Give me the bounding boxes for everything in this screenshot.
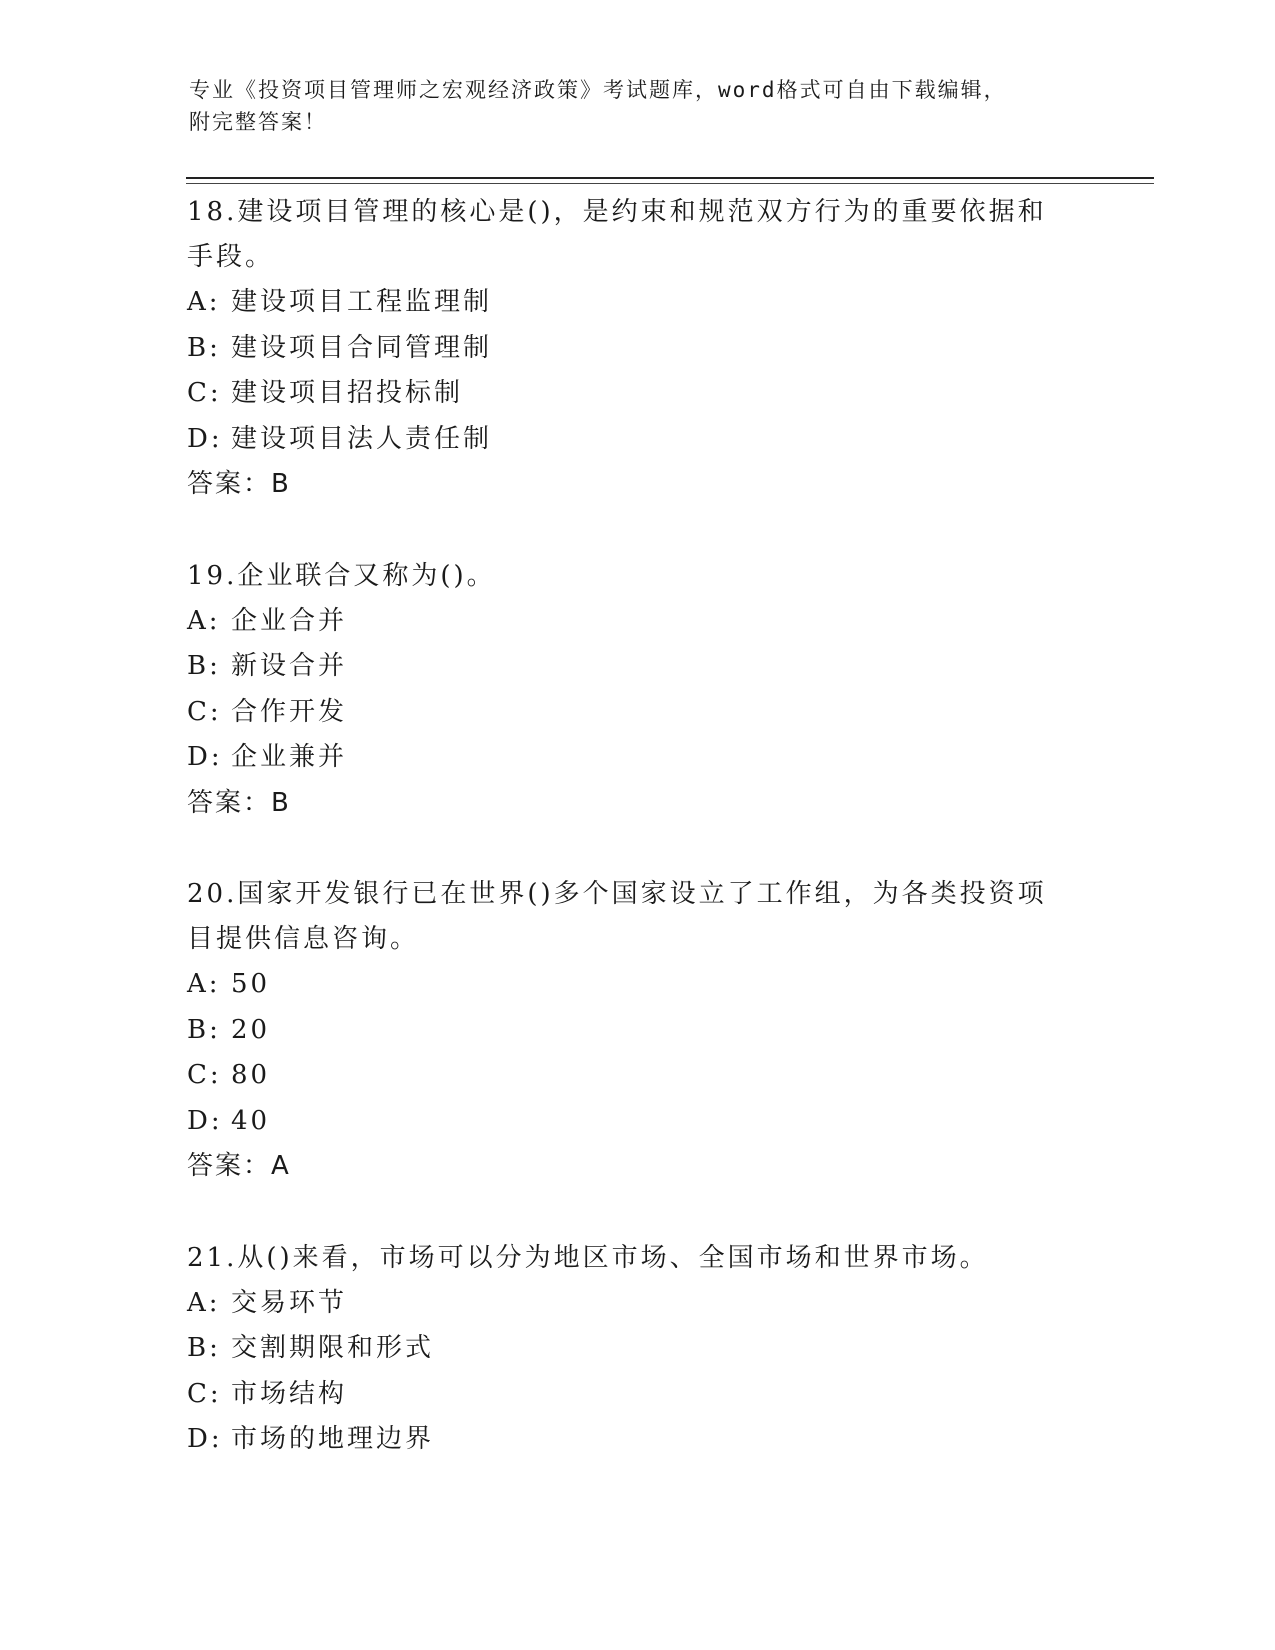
- option-letter: B:: [187, 651, 221, 681]
- option-b: [187, 644, 1087, 690]
- option-c: [187, 690, 1087, 736]
- option-text: 合作开发: [231, 696, 348, 727]
- option-letter: C:: [187, 378, 222, 408]
- option-text: 交割期限和形式: [231, 1333, 435, 1363]
- question-20: [187, 872, 1087, 1190]
- question-text: 21.从()来看，市场可以分为地区市场、全国市场和世界市场。: [187, 1242, 989, 1273]
- option-text: 新设合并: [231, 651, 348, 681]
- option-text: 40: [231, 1105, 271, 1136]
- option-b: [187, 1008, 1087, 1054]
- question-18: [187, 190, 1087, 508]
- option-a: [187, 962, 1087, 1008]
- option-text: 市场结构: [231, 1378, 348, 1409]
- header-line-1: 专业《投资项目管理师之宏观经济政策》考试题库，word格式可自由下载编辑，: [189, 78, 1007, 102]
- option-text: 80: [231, 1060, 271, 1090]
- option-letter: C:: [187, 1378, 222, 1409]
- question-21: [187, 1236, 1087, 1463]
- option-c: [187, 371, 1087, 417]
- option-letter: D:: [187, 423, 223, 454]
- question-text: 20.国家开发银行已在世界()多个国家设立了工作组，为各类投资项目提供信息咨询。: [187, 879, 1047, 954]
- header-divider-thick: [186, 177, 1154, 179]
- option-letter: A:: [187, 605, 221, 636]
- option-letter: A:: [187, 287, 221, 317]
- option-letter: A:: [187, 1287, 221, 1318]
- option-letter: B:: [187, 1014, 221, 1045]
- answer: 答案：A: [187, 1151, 291, 1181]
- option-text: 建设项目合同管理制: [231, 332, 493, 363]
- answer: 答案：B: [187, 469, 291, 499]
- option-letter: C:: [187, 1060, 222, 1090]
- option-text: 建设项目工程监理制: [231, 287, 493, 317]
- header-line-2: 附完整答案！: [189, 110, 327, 134]
- option-a: [187, 280, 1087, 326]
- question-19: [187, 554, 1087, 827]
- option-text: 建设项目法人责任制: [231, 423, 493, 454]
- option-text: 50: [231, 969, 271, 999]
- option-b: [187, 1326, 1087, 1372]
- option-text: 企业合并: [231, 605, 348, 636]
- option-letter: D:: [187, 1424, 223, 1454]
- option-text: 企业兼并: [231, 742, 348, 772]
- document-header: [189, 74, 1089, 138]
- option-letter: D:: [187, 742, 223, 772]
- option-a: [187, 599, 1087, 645]
- option-c: [187, 1372, 1087, 1418]
- question-text: 19.企业联合又称为()。: [187, 560, 496, 591]
- option-letter: C:: [187, 696, 222, 727]
- option-c: [187, 1053, 1087, 1099]
- option-text: 20: [231, 1014, 271, 1045]
- option-letter: D:: [187, 1105, 223, 1136]
- question-list: [187, 190, 1087, 1509]
- question-text: 18.建设项目管理的核心是()，是约束和规范双方行为的重要依据和手段。: [187, 197, 1047, 272]
- option-b: [187, 326, 1087, 372]
- option-d: [187, 735, 1087, 781]
- option-d: [187, 1417, 1087, 1463]
- answer: 答案：B: [187, 787, 291, 818]
- header-divider-thin: [186, 183, 1154, 184]
- option-letter: A:: [187, 969, 221, 999]
- option-text: 建设项目招投标制: [231, 378, 464, 408]
- option-d: [187, 1099, 1087, 1145]
- option-letter: B:: [187, 332, 221, 363]
- option-text: 市场的地理边界: [231, 1424, 435, 1454]
- option-letter: B:: [187, 1333, 221, 1363]
- option-a: [187, 1281, 1087, 1327]
- option-text: 交易环节: [231, 1287, 348, 1318]
- option-d: [187, 417, 1087, 463]
